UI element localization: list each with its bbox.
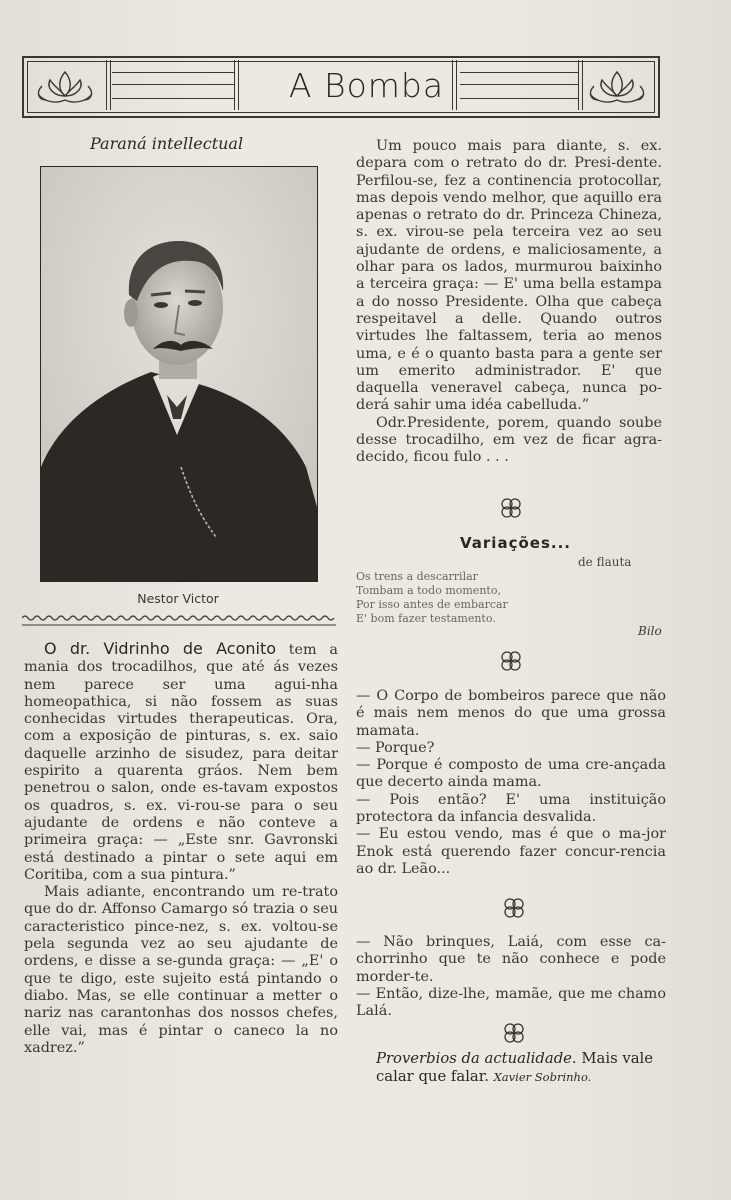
dialogue-line: — Então, dize-lhe, mamãe, que me chamo Lalá. bbox=[356, 985, 666, 1020]
article-left bbox=[24, 640, 338, 1057]
section-title: Paraná intellectual bbox=[90, 134, 244, 153]
banner-rule bbox=[460, 98, 578, 99]
article-paragraph: Um pouco mais para diante, s. ex. depara com o retrato do dr. Presi-dente. Perfilou-se, fez a continencia protocollar, mas depois vendo melhor, que aquillo era apenas o retrato do dr. Princeza Chineza, s. ex. virou-se pela terceira vez ao seu ajudante de ordens, e maliciosamente, a olhar para os lados, murmurou baixinho a terceira graça: — E' uma bella estampa a do nosso Presidente. Olha que cabeça respeitavel a delle. Quando outros virtudes lhe faltassem, teria ao menos uma, e é o quanto basta para a gente ser um emerito administrador. E' que daquella veneravel cabeça, nunca po-derá sahir uma idéa cabelluda.” bbox=[356, 138, 662, 414]
wavy-divider bbox=[22, 614, 336, 628]
banner-divider bbox=[106, 60, 111, 110]
banner-rule bbox=[112, 84, 234, 85]
poem-line: Os trens a descarrilar bbox=[356, 570, 478, 583]
article-paragraph: Odr.Presidente, porem, quando soube desse trocadilho, em vez de ficar agra-decido, ficou fulo . . . bbox=[356, 414, 662, 466]
banner-rule bbox=[112, 72, 234, 73]
article-right bbox=[356, 138, 662, 467]
lotus-ornament-icon bbox=[30, 62, 100, 110]
photo-caption: Nestor Victor bbox=[137, 591, 219, 606]
variacoes-subtitle: de flauta bbox=[578, 555, 632, 569]
quatrefoil-ornament-icon bbox=[502, 1022, 526, 1044]
poem-line: Tombam a todo momento, bbox=[356, 584, 501, 597]
banner-rule bbox=[460, 84, 578, 85]
proverbios-text: Mais vale calar que falar. bbox=[376, 1050, 654, 1085]
dialogue-line: — Eu estou vendo, mas é que o ma-jor Enok está querendo fazer concur-rencia ao dr. Leão... bbox=[356, 826, 666, 877]
dialogue-line: — Porque? bbox=[356, 739, 435, 756]
article-lead: O dr. Vidrinho de Aconito bbox=[44, 639, 277, 658]
dialogue-line: — Porque é composto de uma cre-ançada que decerto ainda mama. bbox=[356, 757, 666, 791]
proverbios-author: Xavier Sobrinho. bbox=[493, 1070, 592, 1084]
poem-line: E' bom fazer testamento. bbox=[356, 612, 496, 625]
poem bbox=[356, 570, 508, 626]
dialogue-bombeiros bbox=[356, 688, 666, 878]
quatrefoil-ornament-icon bbox=[499, 497, 523, 519]
quatrefoil-ornament-icon bbox=[499, 650, 523, 672]
header-banner bbox=[22, 56, 660, 118]
poem-author: Bilo bbox=[638, 624, 662, 638]
lotus-ornament-icon bbox=[582, 62, 652, 110]
banner-rule bbox=[460, 72, 578, 73]
banner-divider bbox=[452, 60, 457, 110]
proverbios bbox=[376, 1050, 666, 1086]
banner-rule bbox=[112, 98, 234, 99]
banner-divider bbox=[234, 60, 239, 110]
dialogue-laia bbox=[356, 934, 666, 1020]
poem-line: Por isso antes de embarcar bbox=[356, 598, 508, 611]
magazine-title: A Bomba bbox=[288, 66, 445, 105]
dialogue-line: — O Corpo de bombeiros parece que não é mais nem menos do que uma grossa mamata. bbox=[356, 688, 666, 739]
article-paragraph: Mais adiante, encontrando um re-trato que do dr. Affonso Camargo só trazia o seu caracteristico pince-nez, s. ex. voltou-se pela segunda vez ao seu ajudante de ordens, e disse a se-gunda graça: — „E' o que te digo, este sujeito está pintando o diabo. Mas, se elle continuar a metter o nariz nas carantonhas dos nossos chefes, elle vai, mas é pintar o caneco la no xadrez.” bbox=[24, 884, 338, 1056]
dialogue-line: — Não brinques, Laiá, com esse ca-chorrinho que te não conhece e pode morder-te. bbox=[356, 934, 666, 985]
portrait-photo bbox=[40, 166, 318, 582]
variacoes-title: Variações... bbox=[460, 534, 571, 552]
article-paragraph: tem a mania dos trocadilhos, que até ás vezes nem parece ser uma agui-nha homeopathica, si não fossem as suas conhecidas virtudes therapeuticas. Ora, com a exposição de pinturas, s. ex. saio daquelle arzinho de sisudez, para deitar espirito a quarenta gráos. Nem bem penetrou o salon, onde es-tavam expostos os quadros, s. ex. vi-rou-se para o seu ajudante de ordens e não conteve a primeira graça: — „Este snr. Gavronski está destinado a pintar o sete aqui em Coritiba, com a sua pintura.” bbox=[24, 642, 338, 883]
quatrefoil-ornament-icon bbox=[502, 897, 526, 919]
proverbios-label: Proverbios da actualidade. bbox=[376, 1050, 577, 1067]
dialogue-line: — Pois então? E' uma instituição protectora da infancia desvalida. bbox=[356, 791, 666, 826]
